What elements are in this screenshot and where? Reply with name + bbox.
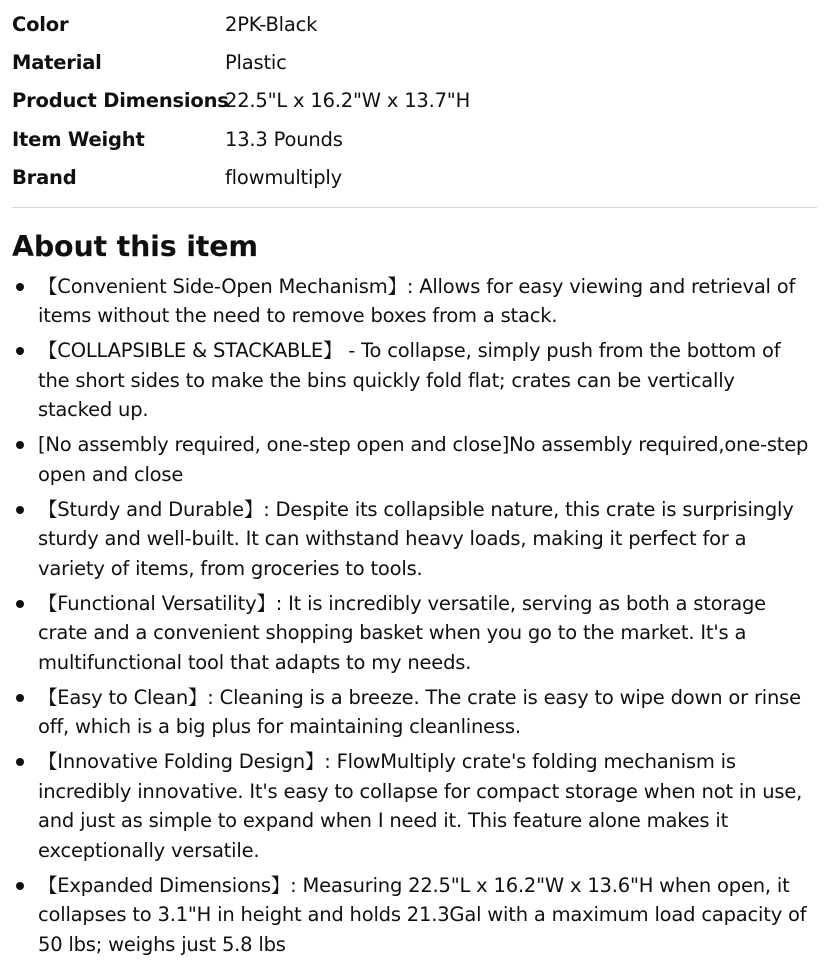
spec-key: Product Dimensions <box>12 89 229 113</box>
spec-value: 22.5"L x 16.2"W x 13.7"H <box>225 89 471 113</box>
spec-key: Item Weight <box>12 127 145 151</box>
feature-bullet <box>12 336 817 425</box>
about-this-item-heading: About this item <box>12 229 258 263</box>
feature-bullet-list <box>12 272 817 960</box>
feature-bullet-text: 【Easy to Clean】: Cleaning is a breeze. The crate is easy to wipe down or rinse off, which is a big plus for maintaining cleanliness. <box>38 685 801 739</box>
feature-bullet <box>12 871 817 960</box>
feature-bullet <box>12 747 817 865</box>
bullet-dot-icon <box>16 347 24 355</box>
feature-bullet <box>12 683 817 742</box>
feature-bullet <box>12 272 817 331</box>
spec-key: Brand <box>12 165 77 189</box>
feature-bullet-text: 【Innovative Folding Design】: FlowMultiply crate's folding mechanism is incredibly innovative. It's easy to collapse for compact storage when not in use, and just as simple to expand when I need it. This feature alone makes it exceptionally versatile. <box>38 750 803 862</box>
bullet-dot-icon <box>16 882 24 890</box>
feature-bullet <box>12 495 817 584</box>
bullet-dot-icon <box>16 506 24 514</box>
bullet-dot-icon <box>16 694 24 702</box>
spec-row-material <box>12 44 817 82</box>
product-specs-table <box>12 6 817 197</box>
spec-value: flowmultiply <box>225 165 342 189</box>
product-details-page <box>0 6 829 966</box>
feature-bullet <box>12 430 817 489</box>
spec-key: Color <box>12 13 69 37</box>
feature-bullet <box>12 589 817 678</box>
feature-bullet-text: 【Sturdy and Durable】: Despite its collapsible nature, this crate is surprisingly sturdy and well-built. It can withstand heavy loads, making it perfect for a variety of items, from groceries to tools. <box>38 497 794 580</box>
section-divider <box>12 207 817 208</box>
spec-row-product-dimensions <box>12 82 817 120</box>
spec-row-item-weight <box>12 121 817 159</box>
bullet-dot-icon <box>16 283 24 291</box>
spec-key: Material <box>12 51 102 75</box>
spec-row-brand <box>12 159 817 197</box>
feature-bullet-text: 【Convenient Side-Open Mechanism】: Allows for easy viewing and retrieval of items without the need to remove boxes from a stack. <box>38 274 796 328</box>
feature-bullet-text: 【COLLAPSIBLE & STACKABLE】 - To collapse, simply push from the bottom of the short sides to make the bins quickly fold flat; crates can be vertically stacked up. <box>38 339 781 422</box>
feature-bullet-text: 【Functional Versatility】: It is incredibly versatile, serving as both a storage crate and a convenient shopping basket when you go to the market. It's a multifunctional tool that adapts to my needs. <box>38 591 766 674</box>
feature-bullet-text: [No assembly required, one-step open and close]No assembly required,one-step open and close <box>38 433 809 486</box>
spec-row-color <box>12 6 817 44</box>
bullet-dot-icon <box>16 441 24 449</box>
spec-value: 2PK-Black <box>225 13 318 37</box>
spec-value: 13.3 Pounds <box>225 127 343 151</box>
bullet-dot-icon <box>16 600 24 608</box>
feature-bullet-text: 【Expanded Dimensions】: Measuring 22.5"L x 16.2"W x 13.6"H when open, it collapses to 3.1"H in height and holds 21.3Gal with a maximum load capacity of 50 lbs; weighs just 5.8 lbs <box>38 873 807 956</box>
spec-value: Plastic <box>225 51 287 75</box>
bullet-dot-icon <box>16 758 24 766</box>
